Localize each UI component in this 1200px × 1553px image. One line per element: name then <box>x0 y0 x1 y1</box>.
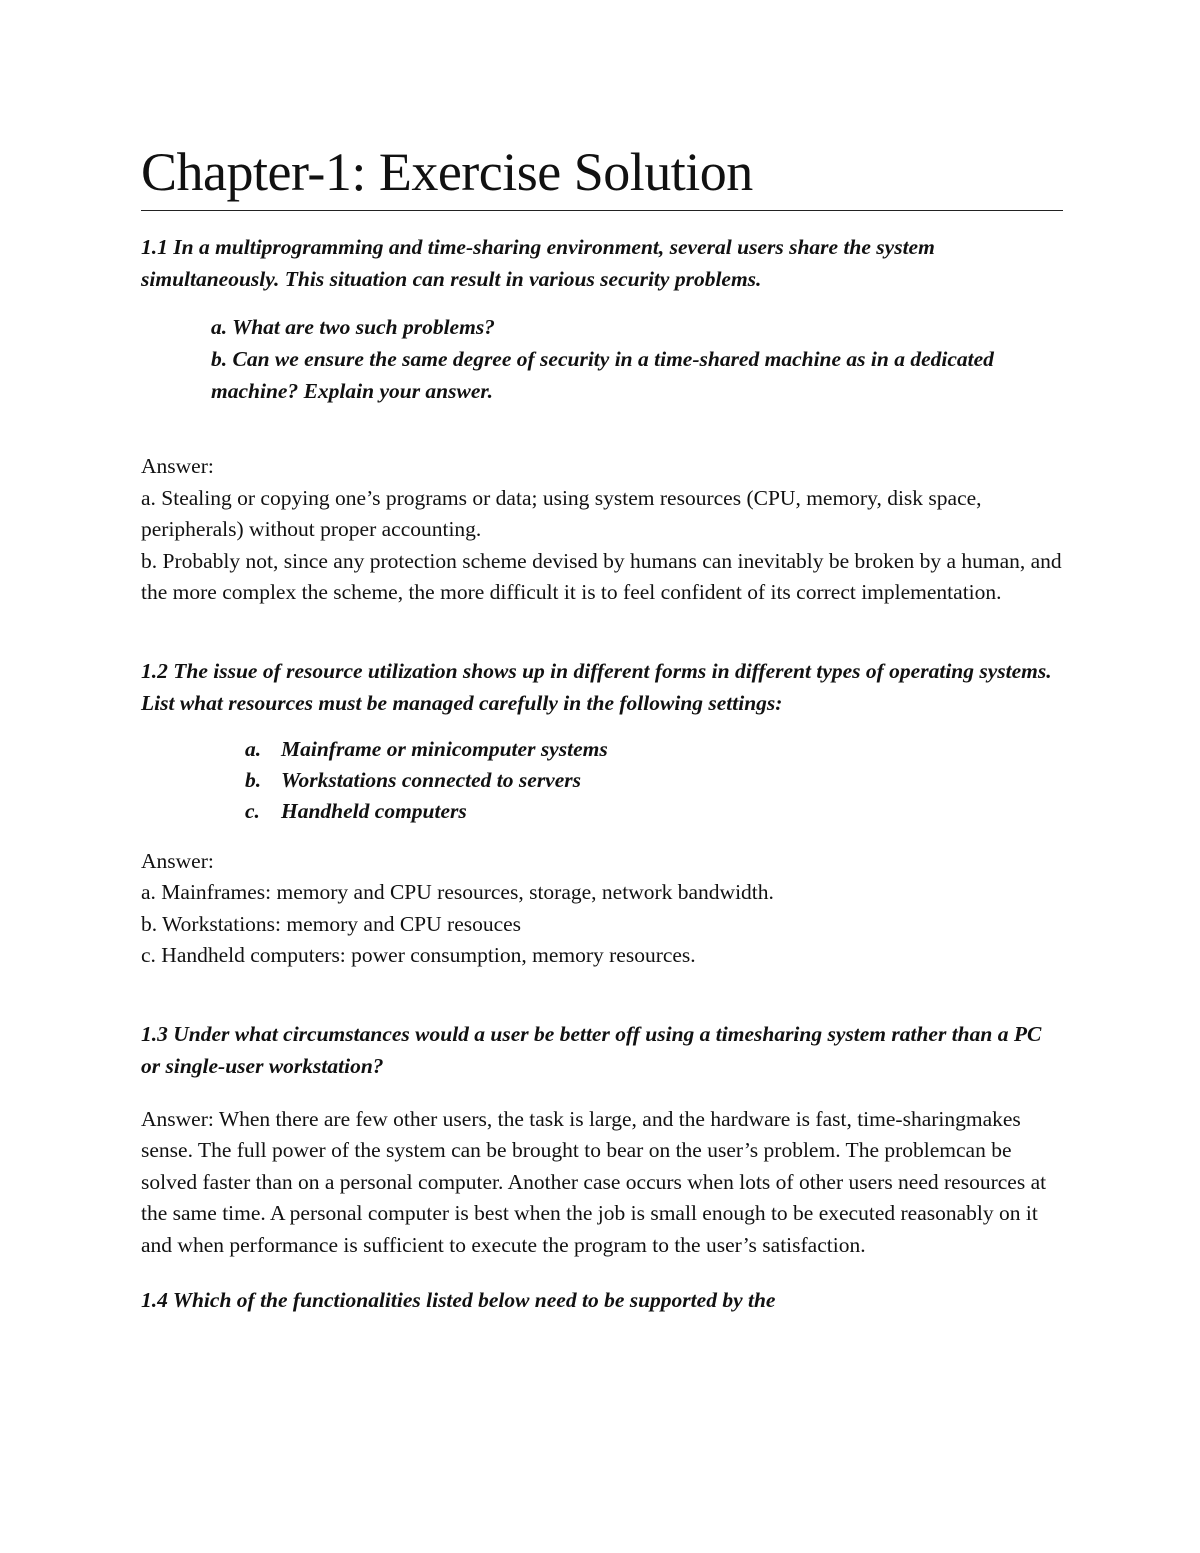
question-1-2-option <box>141 796 1063 827</box>
option-text: Workstations connected to servers <box>281 767 582 792</box>
answer-1-2-c: c. Handheld computers: power consumption, memory resources. <box>141 943 696 967</box>
question-1-2-option <box>141 765 1063 796</box>
answer-1-3: Answer: When there are few other users, the task is large, and the hardware is fast, time-sharingmakes sense. The full power of the system can be brought to bear on the user’s problem. The problemcan be solved faster than on a personal computer. Another case occurs when lots of other users need resources at the same time. A personal computer is best when the job is small enough to be executed reasonably on it and when performance is sufficient to execute the program to the user’s satisfaction. <box>141 1106 1047 1257</box>
answer-1-2-a: a. Mainframes: memory and CPU resources, storage, network bandwidth. <box>141 880 774 904</box>
answer-label-1-1: Answer: <box>141 454 214 478</box>
question-1-1-parts <box>211 311 1063 407</box>
option-letter: c. <box>245 798 260 823</box>
answer-1-1-b: b. Probably not, since any protection scheme devised by humans can inevitably be broken by a human, and the more complex the scheme, the more difficult it is to feel confident of its correct implementation. <box>141 548 1062 604</box>
answer-label-1-2: Answer: <box>141 848 214 873</box>
question-1-1-part-b: b. Can we ensure the same degree of security in a time-shared machine as in a dedicated machine? Explain your answer. <box>211 347 994 403</box>
option-text: Mainframe or minicomputer systems <box>281 736 608 761</box>
document-page <box>141 140 1063 1316</box>
answer-1-2-b: b. Workstations: memory and CPU resouces <box>141 911 522 936</box>
question-1-3: 1.3 Under what circumstances would a user be better off using a timesharing system rather than a PC or single-user workstation? <box>141 1021 1042 1078</box>
title-divider <box>141 210 1063 211</box>
question-1-4: 1.4 Which of the functionalities listed below need to be supported by the <box>141 1288 776 1312</box>
option-text: Handheld computers <box>281 798 467 823</box>
option-letter: a. <box>245 736 262 761</box>
question-1-2-options <box>141 734 1063 827</box>
option-letter: b. <box>245 767 262 792</box>
question-1-1-part-a: a. What are two such problems? <box>211 315 495 339</box>
page-title: Chapter-1: Exercise Solution <box>141 142 753 202</box>
question-1-2-option <box>141 734 1063 765</box>
question-1-1: 1.1 In a multiprogramming and time-sharing environment, several users share the system simultaneously. This situation can result in various security problems. <box>141 235 935 291</box>
answer-1-1-a: a. Stealing or copying one’s programs or data; using system resources (CPU, memory, disk space, peripherals) without proper accounting. <box>141 485 982 541</box>
question-1-2: 1.2 The issue of resource utilization shows up in different forms in different types of operating systems. List what resources must be managed carefully in the following settings: <box>141 658 1052 715</box>
